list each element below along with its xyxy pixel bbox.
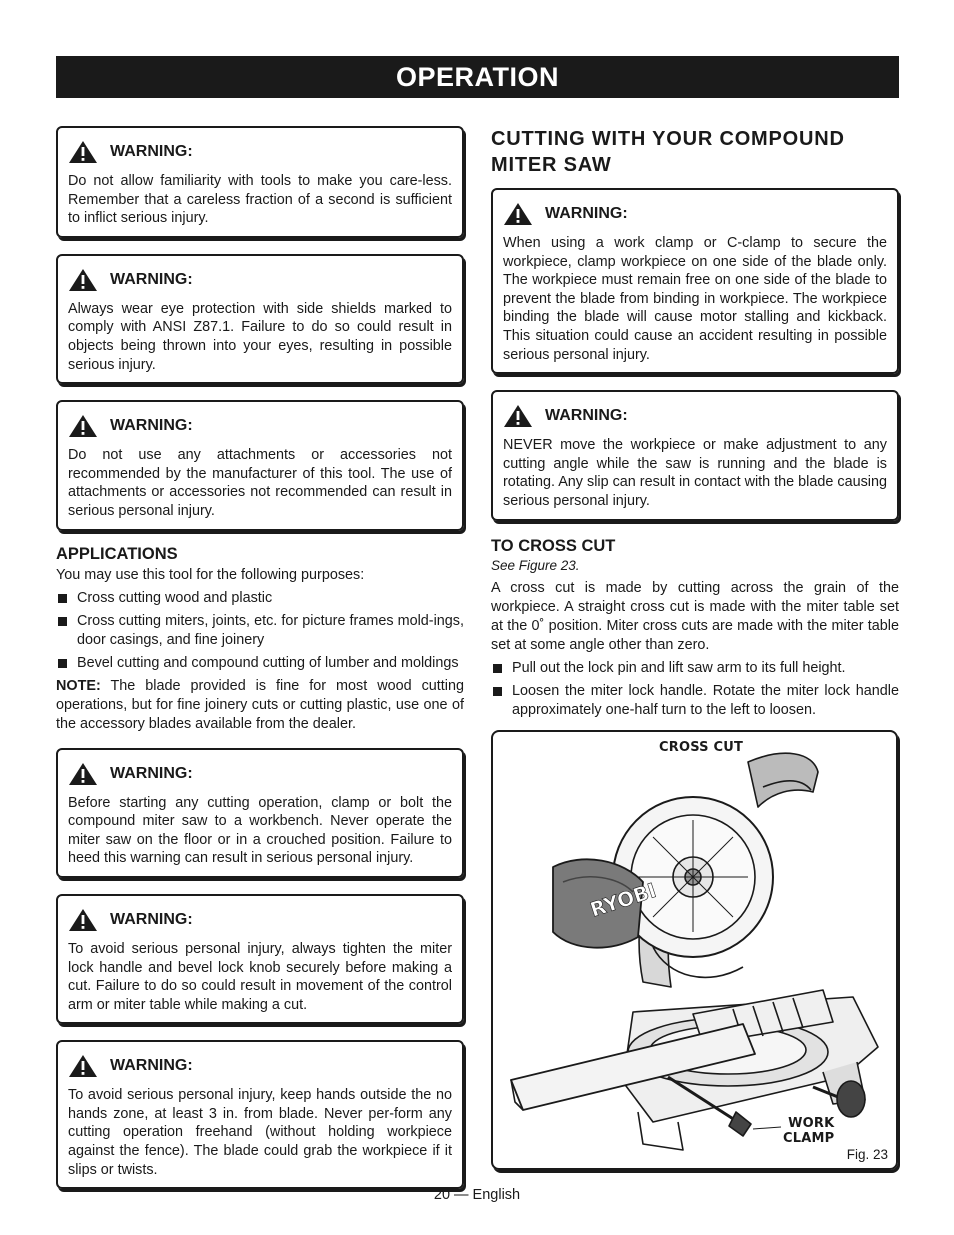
- warning-box-work-clamp: [491, 188, 899, 374]
- warning-box-eye-protection: [56, 254, 464, 384]
- see-figure-ref: See Figure 23.: [491, 557, 580, 573]
- page-footer: 20 — English: [433, 1187, 521, 1203]
- warning-triangle-icon: [503, 404, 533, 428]
- warning-title: WARNING:: [110, 1057, 193, 1075]
- warning-box-attachments: [56, 400, 464, 530]
- figure-caption: CROSS CUT: [659, 739, 744, 755]
- figure-number: Fig. 23: [846, 1146, 888, 1162]
- warning-title: WARNING:: [110, 143, 193, 160]
- right-column: [491, 126, 899, 1170]
- list-item: Cross cutting miters, joints, etc. for picture frames mold-ings, door casings, and fine joinery: [56, 612, 464, 650]
- warning-box-familiarity: [56, 126, 464, 238]
- warning-text: To avoid serious personal injury, always tighten the miter lock handle and bevel lock knob securely before making a cut. Failure to do so could result in movement of the control arm or miter table while making a cut.: [68, 940, 452, 1013]
- brand-logo-text: RYOBI: [587, 877, 659, 922]
- warning-triangle-icon: [68, 762, 98, 786]
- section-banner: OPERATION: [56, 56, 899, 98]
- warning-box-clamp-saw: [56, 748, 464, 878]
- list-item: Pull out the lock pin and lift saw arm to its full height.: [491, 659, 899, 678]
- warning-title: WARNING:: [545, 205, 628, 222]
- applications-intro: You may use this tool for the following purposes:: [56, 566, 365, 583]
- warning-title: WARNING:: [110, 417, 193, 435]
- warning-title: WARNING:: [110, 910, 193, 928]
- warning-box-no-hands-zone: [56, 1040, 464, 1189]
- work-clamp-callout: [783, 1116, 834, 1146]
- warning-title: WARNING:: [110, 270, 193, 288]
- cross-cut-heading: TO CROSS CUT: [491, 536, 616, 555]
- warning-title: WARNING:: [545, 407, 628, 425]
- cross-cut-steps: [491, 659, 899, 720]
- warning-text: To avoid serious personal injury, keep hands outside the no hands zone, at least 3 in. from blade. Never per-form any cutting operation freehand (without holding workpiece against the fence). The blade could grab the workpiece if it slips or twists.: [68, 1087, 452, 1178]
- warning-text: Do not use any attachments or accessories not recommended by the manufacturer of this tool. The use of attachments or accessories not recommended can result in serious personal injury.: [68, 447, 452, 519]
- warning-triangle-icon: [68, 1054, 98, 1078]
- applications-list: [56, 589, 464, 673]
- warning-triangle-icon: [68, 140, 98, 164]
- warning-triangle-icon: [68, 908, 98, 932]
- warning-box-never-move: [491, 390, 899, 520]
- list-item: Bevel cutting and compound cutting of lumber and moldings: [56, 654, 464, 673]
- warning-text: NEVER move the workpiece or make adjustment to any cutting angle while the saw is running and the blade is rotating. Any slip can result in contact with the blade causing serious personal injury.: [503, 437, 887, 509]
- applications-heading: APPLICATIONS: [56, 544, 178, 563]
- warning-triangle-icon: [503, 202, 533, 226]
- warning-text: Before starting any cutting operation, clamp or bolt the compound miter saw to a workbench. Never operate the miter saw on the floor or in a crouched position. Failure to heed this warning can result in serious personal injury.: [68, 794, 452, 867]
- left-column: [56, 126, 464, 1205]
- figure-23: [491, 730, 898, 1170]
- list-item: Cross cutting wood and plastic: [56, 589, 464, 608]
- warning-box-lock-handle: [56, 894, 464, 1024]
- warning-title: WARNING:: [110, 764, 193, 782]
- cross-cut-paragraph: A cross cut is made by cutting across the grain of the workpiece. A straight cross cut is made with the miter table set at the 0˚ position. Miter cross cuts are made with the miter table set at some angle other than zero.: [491, 579, 899, 653]
- warning-triangle-icon: [68, 414, 98, 438]
- miter-saw-illustration: [493, 732, 896, 1168]
- note-text: The blade provided is fine for most wood cutting operations, but for fine joinery cuts or cutting plastic, use one of the accessory blades available from the dealer.: [56, 677, 464, 732]
- warning-text: Always wear eye protection with side shields marked to comply with ANSI Z87.1. Failure to do so could result in objects being thrown into your eyes, resulting in possible serious injury.: [68, 300, 452, 373]
- applications-note: [56, 677, 464, 734]
- list-item: Loosen the miter lock handle. Rotate the miter lock handle approximately one-half turn to the left to loosen.: [491, 682, 899, 720]
- cross-cut-section: [491, 537, 899, 720]
- applications-section: [56, 545, 464, 734]
- warning-text: Do not allow familiarity with tools to make you care-less. Remember that a careless fraction of a second is sufficient to inflict serious injury.: [68, 173, 452, 227]
- callout-line: CLAMP: [783, 1130, 835, 1146]
- warning-triangle-icon: [68, 268, 98, 292]
- callout-line: WORK: [788, 1115, 835, 1131]
- note-label: NOTE:: [56, 677, 101, 694]
- warning-text: When using a work clamp or C-clamp to secure the workpiece, clamp workpiece on one side of the blade only. The workpiece must remain free on one side of the blade to prevent the blade from binding in workpiece. The workpiece binding the blade will cause motor stalling and kickback. This situation could cause an accident resulting in possible serious personal injury.: [503, 235, 887, 363]
- section-heading: CUTTING WITH YOUR COMPOUND MITER SAW: [491, 128, 845, 176]
